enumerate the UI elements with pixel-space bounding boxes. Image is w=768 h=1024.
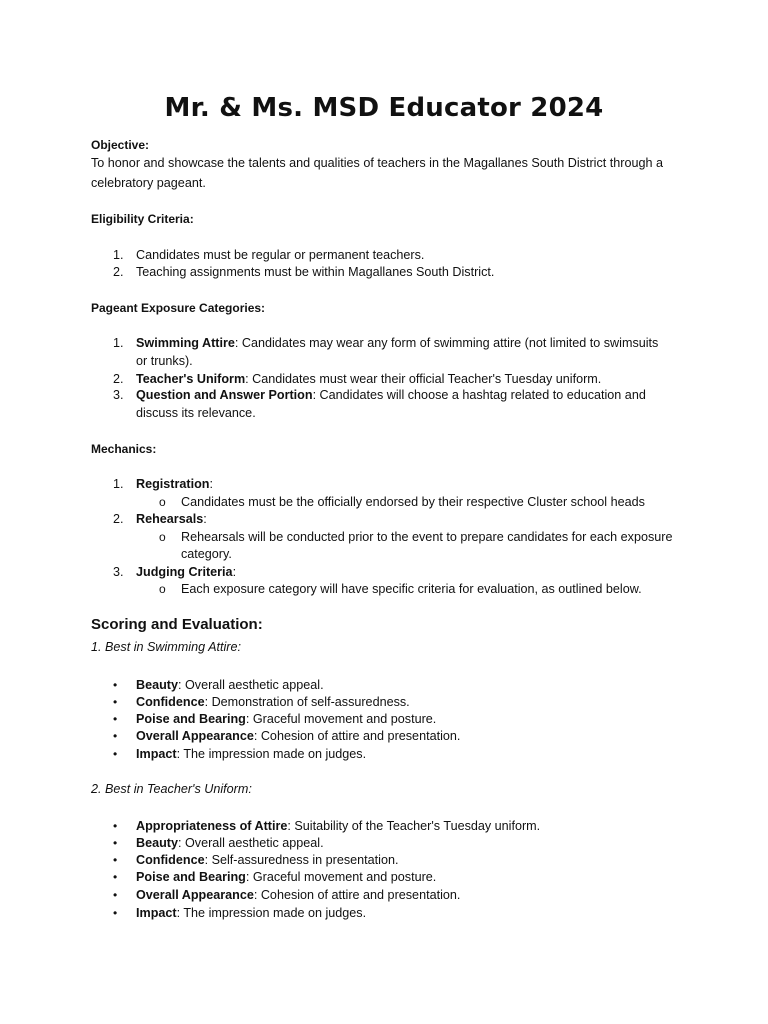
criteria-item bbox=[136, 710, 436, 728]
criteria-term: Beauty bbox=[136, 678, 178, 692]
criteria-term: Impact bbox=[136, 747, 177, 761]
criteria-desc: : Graceful movement and posture. bbox=[245, 712, 437, 726]
criteria-desc: : Cohesion of attire and presentation. bbox=[253, 729, 461, 743]
mechanics-sub-item: Rehearsals will be conducted prior to the event to prepare candidates for each exposure bbox=[181, 530, 673, 544]
criteria-term: Beauty bbox=[136, 836, 178, 850]
category-item-swimming-cont: or trunks). bbox=[136, 354, 193, 368]
criteria-item bbox=[136, 745, 366, 763]
category-item-qa bbox=[136, 386, 646, 404]
categories-label: Pageant Exposure Categories: bbox=[91, 301, 266, 315]
criteria-item bbox=[136, 727, 460, 745]
mechanics-term: Registration bbox=[136, 477, 210, 491]
category-item-swimming bbox=[136, 334, 658, 352]
colon: : bbox=[203, 512, 207, 526]
criteria-term: Appropriateness of Attire bbox=[136, 819, 288, 833]
list-number: 3. bbox=[113, 388, 124, 402]
bullet: • bbox=[113, 695, 118, 709]
criteria-desc: : Overall aesthetic appeal. bbox=[178, 678, 324, 692]
sub-bullet: o bbox=[159, 495, 166, 509]
objective-label: Objective: bbox=[91, 138, 150, 152]
list-number: 1. bbox=[113, 248, 124, 262]
criteria-item bbox=[136, 676, 324, 694]
bullet: • bbox=[113, 819, 118, 833]
mechanics-sub-item-cont: category. bbox=[181, 547, 232, 561]
criteria-item bbox=[136, 851, 399, 869]
bullet: • bbox=[113, 836, 118, 850]
mechanics-sub-item: Each exposure category will have specific criteria for evaluation, as outlined below. bbox=[181, 582, 642, 596]
category-desc: : Candidates will choose a hashtag related to education and bbox=[312, 388, 646, 402]
criteria-item bbox=[136, 868, 436, 886]
sub-bullet: o bbox=[159, 582, 166, 596]
criteria-term: Impact bbox=[136, 906, 177, 920]
criteria-desc: : Overall aesthetic appeal. bbox=[178, 836, 324, 850]
criteria-desc: : The impression made on judges. bbox=[176, 906, 367, 920]
bullet: • bbox=[113, 729, 118, 743]
list-number: 2. bbox=[113, 372, 124, 386]
bullet: • bbox=[113, 678, 118, 692]
criteria-desc: : The impression made on judges. bbox=[176, 747, 367, 761]
sub-bullet: o bbox=[159, 530, 166, 544]
mechanics-term: Judging Criteria bbox=[136, 565, 233, 579]
swimming-criteria-label: 1. Best in Swimming Attire: bbox=[91, 640, 242, 654]
criteria-term: Confidence bbox=[136, 695, 205, 709]
criteria-item bbox=[136, 693, 410, 711]
category-term: Question and Answer Portion bbox=[136, 388, 313, 402]
criteria-item bbox=[136, 904, 366, 922]
criteria-term: Overall Appearance bbox=[136, 729, 254, 743]
bullet: • bbox=[113, 853, 118, 867]
scoring-heading: Scoring and Evaluation: bbox=[91, 616, 263, 633]
uniform-criteria-label: 2. Best in Teacher's Uniform: bbox=[91, 782, 252, 796]
category-term: Swimming Attire bbox=[136, 336, 235, 350]
list-number: 2. bbox=[113, 512, 124, 526]
objective-text-line1: To honor and showcase the talents and qualities of teachers in the Magallanes South District through a bbox=[91, 156, 663, 170]
criteria-desc: : Demonstration of self-assuredness. bbox=[204, 695, 410, 709]
category-term: Teacher's Uniform bbox=[136, 372, 246, 386]
criteria-desc: : Suitability of the Teacher's Tuesday uniform. bbox=[287, 819, 541, 833]
category-desc: : Candidates may wear any form of swimming attire (not limited to swimsuits bbox=[234, 336, 659, 350]
bullet: • bbox=[113, 888, 118, 902]
colon: : bbox=[209, 477, 213, 491]
document-title: Mr. & Ms. MSD Educator 2024 bbox=[164, 93, 604, 123]
eligibility-label: Eligibility Criteria: bbox=[91, 212, 194, 226]
bullet: • bbox=[113, 906, 118, 920]
list-number: 1. bbox=[113, 336, 124, 350]
list-number: 3. bbox=[113, 565, 124, 579]
objective-text-line2: celebratory pageant. bbox=[91, 176, 206, 190]
bullet: • bbox=[113, 870, 118, 884]
mechanics-sub-item: Candidates must be the officially endorsed by their respective Cluster school heads bbox=[181, 495, 645, 509]
criteria-term: Poise and Bearing bbox=[136, 712, 246, 726]
criteria-desc: : Self-assuredness in presentation. bbox=[204, 853, 399, 867]
category-desc: : Candidates must wear their official Teacher's Tuesday uniform. bbox=[245, 372, 602, 386]
criteria-item bbox=[136, 834, 324, 852]
mechanics-item-judging bbox=[136, 563, 236, 581]
criteria-desc: : Graceful movement and posture. bbox=[245, 870, 437, 884]
eligibility-item: Candidates must be regular or permanent teachers. bbox=[136, 248, 425, 262]
list-number: 2. bbox=[113, 265, 124, 279]
criteria-item bbox=[136, 886, 460, 904]
eligibility-item: Teaching assignments must be within Magallanes South District. bbox=[136, 265, 495, 279]
category-item-qa-cont: discuss its relevance. bbox=[136, 406, 256, 420]
criteria-desc: : Cohesion of attire and presentation. bbox=[253, 888, 461, 902]
mechanics-item-registration bbox=[136, 475, 213, 493]
criteria-term: Confidence bbox=[136, 853, 205, 867]
bullet: • bbox=[113, 747, 118, 761]
bullet: • bbox=[113, 712, 118, 726]
colon: : bbox=[232, 565, 237, 579]
mechanics-item-rehearsals bbox=[136, 510, 207, 528]
criteria-term: Overall Appearance bbox=[136, 888, 254, 902]
list-number: 1. bbox=[113, 477, 124, 491]
mechanics-label: Mechanics: bbox=[91, 442, 157, 456]
mechanics-term: Rehearsals bbox=[136, 512, 204, 526]
criteria-item bbox=[136, 817, 540, 835]
criteria-term: Poise and Bearing bbox=[136, 870, 246, 884]
